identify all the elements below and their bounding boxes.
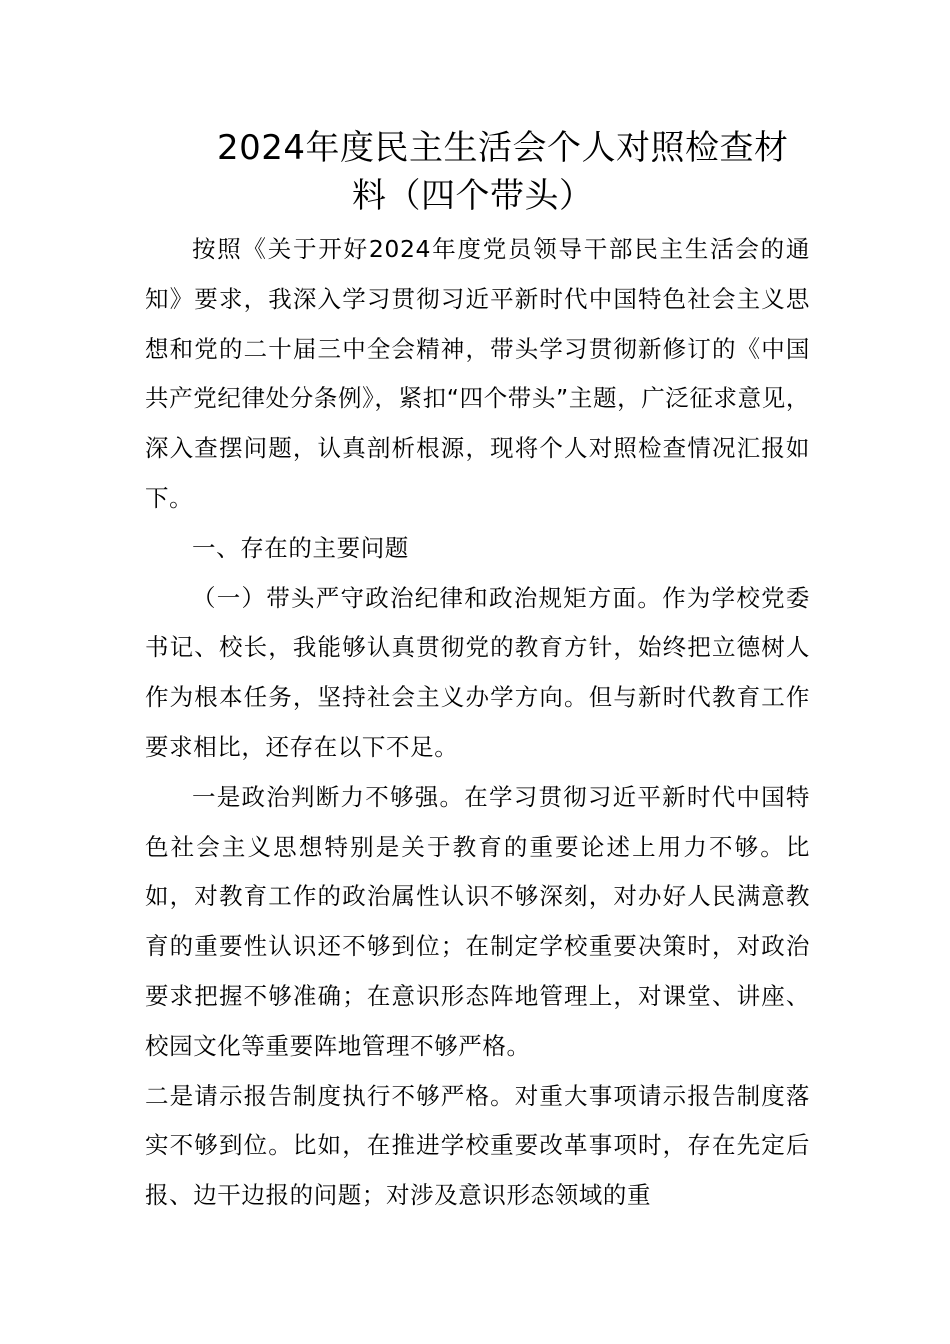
document-body xyxy=(145,225,810,1221)
paragraph-political-judgment: 一是政治判断力不够强。在学习贯彻习近平新时代中国特色社会主义思想特别是关于教育的重要论述上用力不够。比如，对教育工作的政治属性认识不够深刻，对办好人民满意教育的重要性认识还不够到位；在制定学校重要决策时，对政治要求把握不够准确；在意识形态阵地管理上，对课堂、讲座、校园文化等重要阵地管理不够严格。 xyxy=(145,782,810,1060)
section-heading-main-problems: 一、存在的主要问题 xyxy=(192,533,409,562)
paragraph-political-discipline: （一）带头严守政治纪律和政治规矩方面。作为学校党委书记、校长，我能够认真贯彻党的教育方针，始终把立德树人作为根本任务，坚持社会主义办学方向。但与新时代教育工作要求相比，还存在以下不足。 xyxy=(145,583,810,761)
document-title xyxy=(200,124,820,220)
title-line-1: 2024年度民主生活会个人对照检查材 xyxy=(217,128,789,168)
title-line-2: 料（四个带头） xyxy=(352,176,594,216)
paragraph-intro: 按照《关于开好2024年度党员领导干部民主生活会的通知》要求，我深入学习贯彻习近平新时代中国特色社会主义思想和党的二十届三中全会精神，带头学习贯彻新修订的《中国共产党纪律处分条例》，紧扣“四个带头”主题，广泛征求意见，深入查摆问题，认真剖析根源，现将个人对照检查情况汇报如下。 xyxy=(145,235,810,512)
paragraph-reporting-system: 二是请示报告制度执行不够严格。对重大事项请示报告制度落实不够到位。比如，在推进学校重要改革事项时，存在先定后报、边干边报的问题；对涉及意识形态领域的重 xyxy=(145,1081,810,1210)
